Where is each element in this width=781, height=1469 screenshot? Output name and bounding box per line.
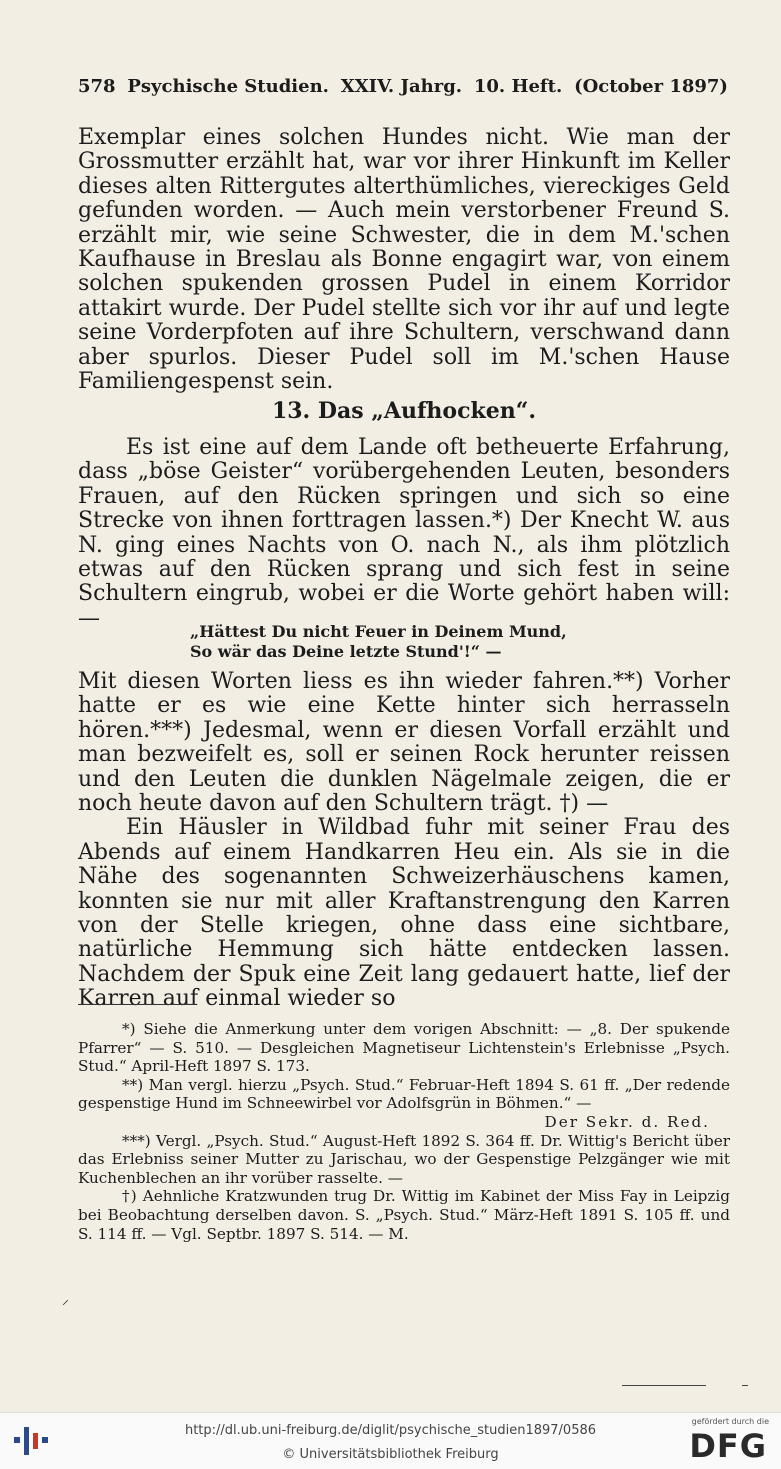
viewer-footer (0, 1412, 781, 1469)
paragraph-text: Exemplar eines solchen Hundes nicht. Wie man der Grossmutter erzählt hat, war vor ihrer Hinkunft im Keller dieses alten Rittergutes alterthümliches, viereckiges Geld gefunden worden. — Auch mein verstorbener Freund S. erzählt mir, wie seine Schwester, die in dem M.'schen Kaufhause in Breslau als Bonne engagirt war, von einem solchen spukenden grossen Pudel in einem Korridor attakirt wurde. Der Pudel stellte sich vor ihr auf und legte seine Vorderpfoten auf ihre Schultern, verschwand dann aber spurlos. Dieser Pudel soll im M.'schen Hause Familiengespenst sein. (78, 125, 730, 395)
page-number: 578 (78, 76, 116, 97)
running-head (78, 76, 728, 97)
verse-quote (190, 622, 567, 662)
footer-url-link[interactable]: http://dl.ub.uni-freiburg.de/diglit/psychische_studien1897/0586 (184, 1423, 597, 1438)
section-paragraph (78, 436, 730, 631)
journal-title: Psychische Studien. (127, 76, 329, 97)
footnote-1: *) Siehe die Anmerkung unter dem vorigen Abschnitt: — „8. Der spukende Pfarrer“ — S. 510. — Desgleichen Magnetiseur Lichtenstein's Erlebnisse „Psych. Stud.“ April-Heft 1897 S. 173. (78, 1020, 730, 1076)
bottom-rule (622, 1385, 706, 1386)
issue-date: (October 1897) (574, 76, 728, 97)
footnote-rule (78, 1004, 196, 1005)
pencil-mark: ⸝ (62, 1292, 69, 1308)
body-paragraph-top (78, 126, 730, 394)
dfg-logo: DFG (689, 1427, 767, 1465)
paragraph-text: Es ist eine auf dem Lande oft betheuerte Erfahrung, dass „böse Geister“ vorübergehenden Leuten, besonders Frauen, auf den Rücken springen und sich so eine Strecke von ihnen forttragen lassen.*) Der Knecht W. aus N. ging eines Nachts von O. nach N., als ihm plötzlich etwas auf den Rücken sprang und sich fest in seine Schultern eingrub, wobei er die Worte gehört haben will: — (78, 435, 730, 631)
footnote-3: ***) Vergl. „Psych. Stud.“ August-Heft 1892 S. 364 ff. Dr. Wittig's Bericht über das Erlebniss seiner Mutter zu Jarischau, wo der Gespenstige Pelzgänger wie mit Kuchenblechen an ihr vorüber rasselte. — (78, 1131, 730, 1187)
footnote-2-signature-line (78, 1113, 730, 1132)
footnote-2: **) Man vergl. hierzu „Psych. Stud.“ Februar-Heft 1894 S. 61 ff. „Der redende gespenstige Hund im Schneewirbel vor Adolfsgrün in Böhmen.“ — (78, 1075, 730, 1113)
volume: XXIV. Jahrg. (340, 76, 463, 97)
dfg-caption: gefördert durch die (691, 1417, 769, 1426)
footnote-signature: Der Sekr. d. Red. (544, 1112, 710, 1131)
footnotes (78, 1020, 730, 1243)
footer-copyright: © Universitätsbibliothek Freiburg (282, 1447, 499, 1462)
paragraph-text-wildbad: Ein Häusler in Wildbad fuhr mit seiner Frau des Abends auf einem Handkarren Heu ein. Als sie in die Nähe des sogenannten Schweizerhäuschens kamen, konnten sie nur mit aller Kraftanstrengung den Karren von der Stelle kriegen, ohne dass eine sichtbare, natürliche Hemmung sich hätte entdecken lassen. Nachdem der Spuk eine Zeit lang gedauert hatte, lief der Karren auf einmal wieder so (78, 815, 730, 1012)
bottom-dash (742, 1385, 748, 1386)
body-paragraph-after-verse (78, 670, 730, 1012)
issue: 10. Heft. (473, 76, 563, 97)
verse-line-2: So wär das Deine letzte Stund'!“ — (190, 642, 502, 661)
paragraph-text: Mit diesen Worten liess es ihn wieder fahren.**) Vorher hatte er es wie eine Kette hinter sich herrasseln hören.***) Jedesmal, wenn er diesen Vorfall erzählt und man bezweifelt es, soll er seinen Rock herunter reissen und den Leuten die dunklen Nägelmale zeigen, die er noch heute davon auf den Schultern trägt. †) — (78, 669, 730, 817)
section-heading: 13. Das „Aufhocken“. (271, 398, 537, 424)
verse-line-1: „Hättest Du nicht Feuer in Deinem Mund, (190, 622, 567, 641)
footnote-4: †) Aehnliche Kratzwunden trug Dr. Wittig im Kabinet der Miss Fay in Leipzig bei Beobachtung derselben davon. S. „Psych. Stud.“ März-Heft 1891 S. 105 ff. und S. 114 ff. — Vgl. Septbr. 1897 S. 514. — M. (78, 1187, 730, 1243)
